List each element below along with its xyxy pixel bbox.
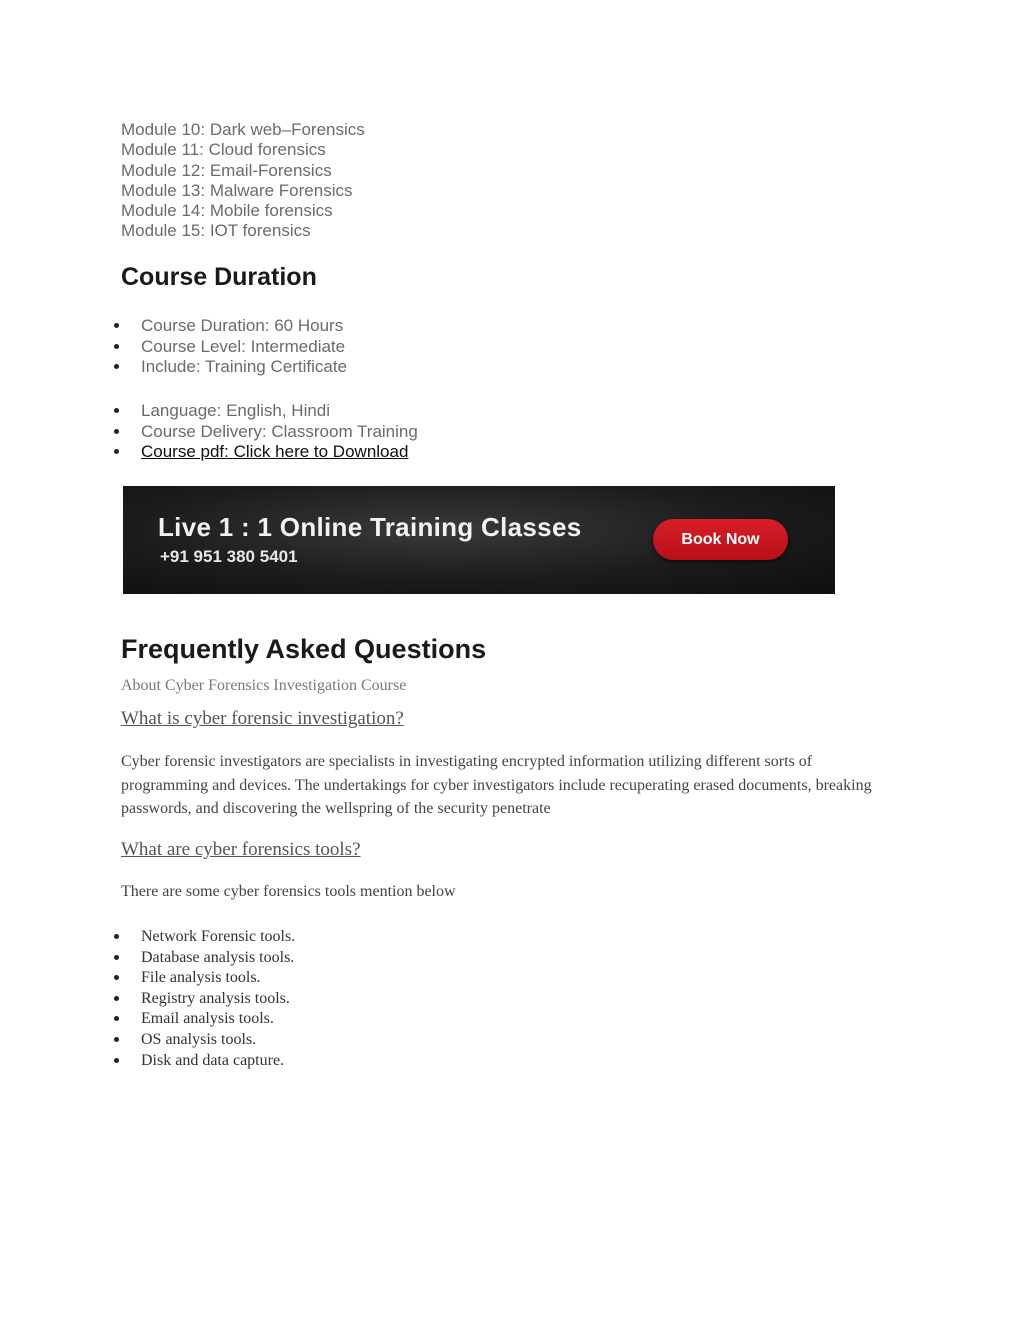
detail-text: Course Delivery: Classroom Training [141, 421, 418, 441]
list-item [0, 1009, 295, 1030]
course-details-list [0, 316, 347, 378]
list-item [0, 337, 347, 358]
tool-text: OS analysis tools. [141, 1030, 257, 1048]
faq-question-link[interactable]: What is cyber forensic investigation? [121, 708, 404, 729]
detail-text: Include: Training Certificate [141, 357, 347, 377]
bullet-icon [114, 323, 119, 328]
tool-text: Database analysis tools. [141, 948, 295, 966]
banner-phone: +91 951 380 5401 [160, 547, 298, 566]
list-item [0, 357, 347, 378]
module-item: Module 14: Mobile forensics [121, 201, 333, 221]
tool-text: Email analysis tools. [141, 1010, 274, 1028]
bullet-icon [114, 1016, 119, 1021]
list-item [0, 442, 418, 463]
faq-heading: Frequently Asked Questions [121, 634, 487, 664]
list-item [0, 948, 295, 969]
module-list [121, 120, 365, 242]
module-item: Module 11: Cloud forensics [121, 140, 326, 160]
module-item: Module 13: Malware Forensics [121, 180, 353, 200]
bullet-icon [114, 955, 119, 960]
tools-list [0, 927, 295, 1071]
faq-question-link[interactable]: What are cyber forensics tools? [121, 839, 361, 860]
list-item [0, 422, 418, 443]
tool-text: File analysis tools. [141, 969, 261, 987]
detail-text: Language: English, Hindi [141, 401, 331, 420]
faq-subheading: About Cyber Forensics Investigation Course [121, 677, 407, 694]
bullet-icon [114, 996, 119, 1001]
course-duration-heading: Course Duration [121, 263, 317, 291]
list-item [0, 927, 295, 948]
online-training-banner[interactable] [123, 486, 835, 594]
tools-intro: There are some cyber forensics tools mention below [121, 883, 456, 900]
list-item [0, 316, 347, 337]
bullet-icon [114, 934, 119, 939]
bullet-icon [114, 1037, 119, 1042]
faq-answer: Cyber forensic investigators are specialists in investigating encrypted information utilizing different sorts of programming and devices. The undertakings for cyber investigators include recuperating erased documents, breaking passwords, and discovering the wellspring of the security penetrate [121, 753, 872, 817]
list-item [0, 401, 418, 422]
banner-title: Live 1 : 1 Online Training Classes [158, 512, 582, 542]
detail-text: Course Duration: 60 Hours [141, 316, 344, 335]
course-pdf-download-link[interactable]: Course pdf: Click here to Download [141, 442, 409, 462]
bullet-icon [114, 344, 119, 349]
bullet-icon [114, 364, 119, 369]
tool-text: Network Forensic tools. [141, 928, 296, 945]
course-details-list-2 [0, 401, 418, 463]
bullet-icon [114, 429, 119, 434]
module-item: Module 10: Dark web–Forensics [121, 120, 365, 139]
tool-text: Registry analysis tools. [141, 989, 290, 1007]
list-item [0, 1030, 295, 1051]
module-item: Module 12: Email-Forensics [121, 160, 332, 180]
bullet-icon [114, 975, 119, 980]
detail-text: Course Level: Intermediate [141, 336, 346, 356]
bullet-icon [114, 408, 119, 413]
list-item [0, 1051, 295, 1072]
tool-text: Disk and data capture. [141, 1051, 285, 1069]
book-now-button[interactable]: Book Now [653, 519, 788, 560]
list-item [0, 968, 295, 989]
bullet-icon [114, 1058, 119, 1063]
bullet-icon [114, 449, 119, 454]
list-item [0, 989, 295, 1010]
module-item: Module 15: IOT forensics [121, 221, 311, 241]
